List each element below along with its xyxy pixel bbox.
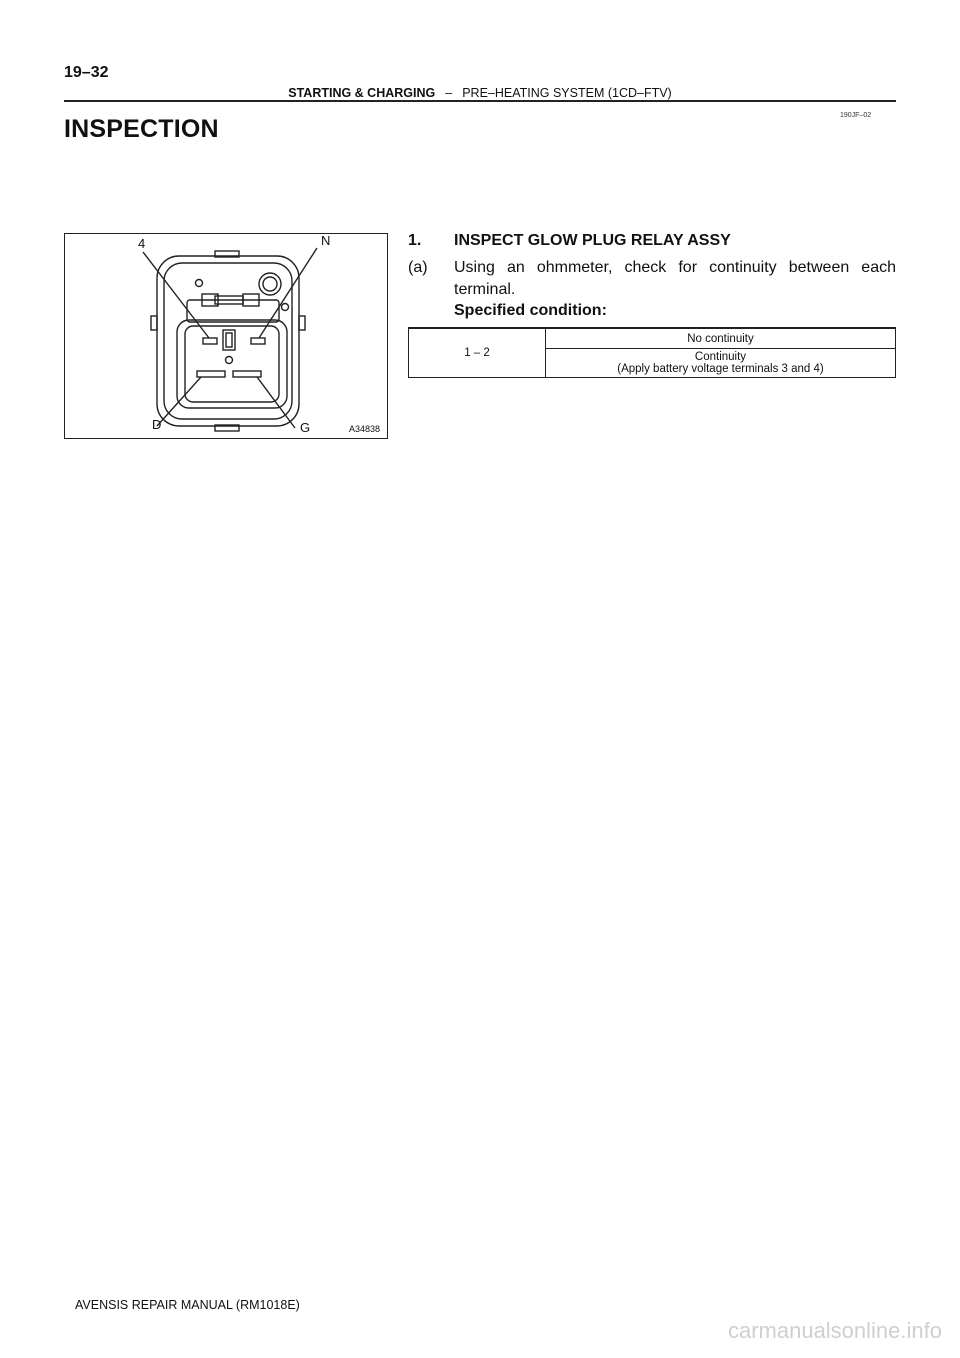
watermark: carmanualsonline.info bbox=[727, 1318, 942, 1343]
chapter-title: STARTING & CHARGING bbox=[288, 86, 436, 100]
step-heading bbox=[408, 232, 731, 250]
relay-connector-figure bbox=[64, 233, 388, 439]
table-row bbox=[409, 328, 896, 349]
figure-id: A34838 bbox=[349, 424, 381, 434]
condition-cell bbox=[546, 328, 896, 349]
spec-table bbox=[408, 327, 896, 378]
substep-label: (a) bbox=[408, 259, 428, 276]
document-code: 190JF–02 bbox=[840, 112, 872, 119]
connector-drawing bbox=[65, 234, 387, 438]
header-rule bbox=[64, 100, 896, 102]
header-separator: – bbox=[445, 86, 453, 100]
running-header bbox=[64, 86, 896, 100]
page-number: 19–32 bbox=[64, 64, 109, 81]
condition-line: No continuity bbox=[687, 332, 754, 345]
step-text: INSPECT GLOW PLUG RELAY ASSY bbox=[454, 232, 731, 249]
section-title: PRE–HEATING SYSTEM (1CD–FTV) bbox=[462, 86, 672, 100]
substep-text: Using an ohmmeter, check for continuity between each terminal. bbox=[454, 259, 896, 298]
terminal-label-g: G bbox=[300, 420, 311, 435]
terminal-cell: 1 – 2 bbox=[409, 328, 546, 378]
step-number: 1. bbox=[408, 232, 422, 249]
page-title: INSPECTION bbox=[64, 115, 219, 143]
spec-heading: Specified condition: bbox=[454, 302, 607, 319]
terminal-label-d: D bbox=[152, 417, 162, 432]
footer: AVENSIS REPAIR MANUAL (RM1018E) bbox=[75, 1298, 300, 1312]
condition-line: Continuity bbox=[694, 351, 747, 363]
terminal-label-4: 4 bbox=[138, 236, 146, 251]
terminal-label-n: N bbox=[321, 233, 331, 248]
condition-cell bbox=[546, 349, 896, 378]
condition-detail: (Apply battery voltage terminals 3 and 4) bbox=[617, 363, 824, 375]
